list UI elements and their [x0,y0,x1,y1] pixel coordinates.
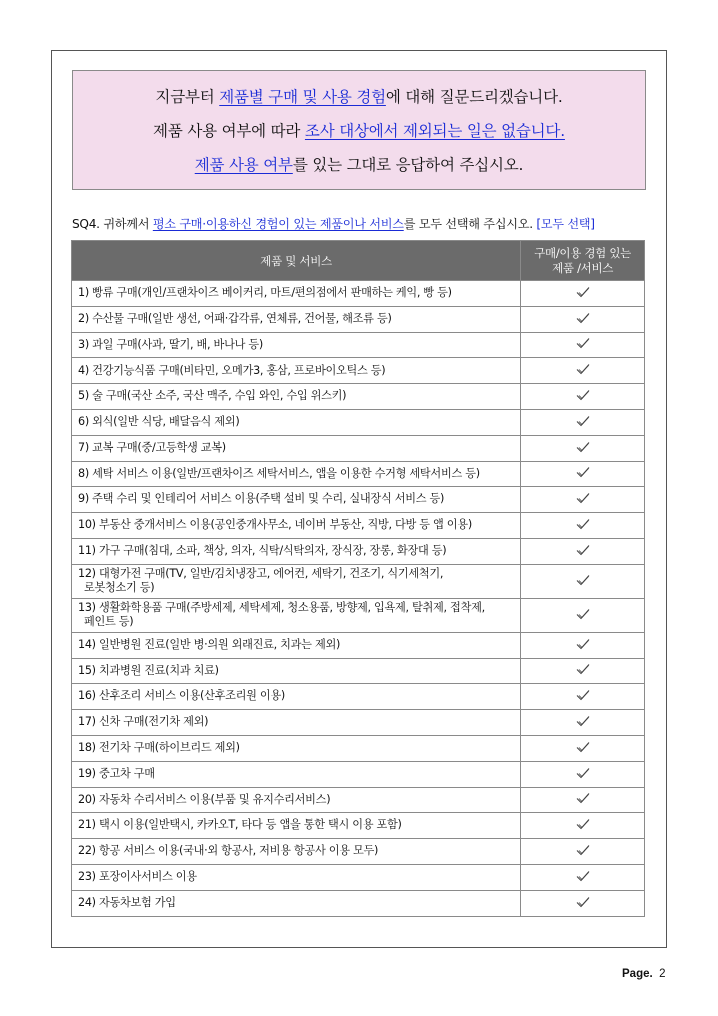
row-checkbox-cell[interactable] [521,487,645,513]
notice-line-2 [153,119,565,141]
question-text [72,215,652,232]
row-item [72,839,521,865]
checkmark-icon[interactable] [576,792,590,804]
row-checkbox-cell[interactable] [521,735,645,761]
row-label: 11) 가구 구매(침대, 소파, 책상, 의자, 식탁/식탁의자, 장식장, 장롱, 화장대 등) [78,544,447,558]
row-label: 24) 자동차보험 가입 [78,895,176,909]
row-checkbox-cell[interactable] [521,538,645,564]
table-row [72,409,645,435]
row-item [72,487,521,513]
row-checkbox-cell[interactable] [521,409,645,435]
notice-line-1-pre: 지금부터 [155,88,220,106]
row-checkbox-cell[interactable] [521,564,645,598]
table-row [72,487,645,513]
checkmark-icon[interactable] [576,741,590,753]
row-checkbox-cell[interactable] [521,787,645,813]
row-checkbox-cell[interactable] [521,813,645,839]
row-item [72,332,521,358]
question-tag: [모두 선택] [536,217,595,231]
row-label: 18) 전기차 구매(하이브리드 제외) [78,741,240,755]
checkmark-icon[interactable] [576,337,590,349]
row-item [72,735,521,761]
row-item [72,435,521,461]
checkmark-icon[interactable] [576,492,590,504]
header-check [521,241,645,281]
row-checkbox-cell[interactable] [521,684,645,710]
checkmark-icon[interactable] [576,574,590,586]
page-number [622,968,665,980]
table-row [72,332,645,358]
row-checkbox-cell[interactable] [521,864,645,890]
checkmark-icon[interactable] [576,608,590,620]
checkmark-icon[interactable] [576,638,590,650]
checkmark-icon[interactable] [576,767,590,779]
row-label: 3) 과일 구매(사과, 딸기, 배, 바나나 등) [78,337,263,351]
row-item [72,281,521,307]
table-row [72,787,645,813]
row-label: 20) 자동차 수리서비스 이용(부품 및 유지수리서비스) [78,792,331,806]
notice-line-3 [195,153,524,175]
checkmark-icon[interactable] [576,415,590,427]
row-checkbox-cell[interactable] [521,598,645,632]
row-item [72,598,521,632]
table-row [72,281,645,307]
notice-line-3-post: 를 있는 그대로 응답하여 주십시오. [292,156,524,174]
checkmark-icon[interactable] [576,286,590,298]
checkmark-icon[interactable] [576,363,590,375]
row-label: 1) 빵류 구매(개인/프랜차이즈 베이커리, 마트/편의점에서 판매하는 케익, 빵 등) [78,286,452,300]
checkmark-icon[interactable] [576,870,590,882]
row-item [72,761,521,787]
row-label: 21) 택시 이용(일반택시, 카카오T, 타다 등 앱을 통한 택시 이용 포함) [78,818,402,832]
table-row [72,735,645,761]
row-item [72,409,521,435]
row-checkbox-cell[interactable] [521,358,645,384]
question-suffix: 를 모두 선택해 주십시오. [403,217,537,231]
row-checkbox-cell[interactable] [521,384,645,410]
row-item [72,890,521,916]
row-label: 10) 부동산 중개서비스 이용(공인중개사무소, 네이버 부동산, 직방, 다방 등 앱 이용) [78,518,472,532]
row-label-cont: 로봇청소기 등) [84,581,155,595]
notice-line-2-highlight: 조사 대상에서 제외되는 일은 없습니다. [304,122,565,140]
row-item [72,564,521,598]
row-label: 15) 치과병원 진료(치과 치료) [78,663,219,677]
row-item [72,632,521,658]
table-row [72,864,645,890]
row-checkbox-cell[interactable] [521,658,645,684]
row-item [72,864,521,890]
row-label: 5) 술 구매(국산 소주, 국산 맥주, 수입 와인, 수입 위스키) [78,389,347,403]
row-label: 14) 일반병원 진료(일반 병·의원 외래진료, 치과는 제외) [78,637,341,651]
table-row [72,461,645,487]
notice-line-1-highlight: 제품별 구매 및 사용 경험 [219,88,386,106]
row-label: 13) 생활화학용품 구매(주방세제, 세탁세제, 청소용품, 방향제, 입욕제, 탈취제, 접착제, [78,600,485,614]
table-row [72,813,645,839]
table-row [72,761,645,787]
checkmark-icon[interactable] [576,544,590,556]
row-label: 9) 주택 수리 및 인테리어 서비스 이용(주택 설비 및 수리, 실내장식 서비스 등) [78,492,445,506]
row-checkbox-cell[interactable] [521,332,645,358]
row-label: 23) 포장이사서비스 이용 [78,870,197,884]
row-label: 8) 세탁 서비스 이용(일반/프랜차이즈 세탁서비스, 앱을 이용한 수거형 세탁서비스 등) [78,466,480,480]
table-row [72,513,645,539]
row-checkbox-cell[interactable] [521,632,645,658]
table-row [72,306,645,332]
table-row [72,710,645,736]
row-label: 6) 외식(일반 식당, 배달음식 제외) [78,415,240,429]
row-checkbox-cell[interactable] [521,839,645,865]
row-item [72,658,521,684]
table-row [72,684,645,710]
row-item [72,538,521,564]
row-checkbox-cell[interactable] [521,461,645,487]
checkmark-icon[interactable] [576,715,590,727]
notice-box [72,70,646,190]
table-row [72,435,645,461]
row-item [72,710,521,736]
table-header-row [72,241,645,281]
checkmark-icon[interactable] [576,518,590,530]
table-row [72,358,645,384]
row-label-cont: 페인트 등) [84,615,134,629]
row-label: 7) 교복 구매(중/고등학생 교복) [78,440,226,454]
table-row [72,598,645,632]
header-check-line-1: 구매/이용 경험 있는 [534,246,631,261]
row-item [72,684,521,710]
notice-line-1 [155,85,562,107]
row-checkbox-cell[interactable] [521,513,645,539]
row-item [72,358,521,384]
row-checkbox-cell[interactable] [521,435,645,461]
page-number-value: 2 [659,968,666,980]
header-check-line-2: 제품 /서비스 [552,260,614,275]
row-label: 17) 신차 구매(전기차 제외) [78,715,209,729]
notice-line-3-highlight: 제품 사용 여부 [194,156,293,174]
table-row [72,538,645,564]
checkmark-icon[interactable] [576,818,590,830]
checkmark-icon[interactable] [576,844,590,856]
row-label: 12) 대형가전 구매(TV, 일반/김치냉장고, 에어컨, 세탁기, 건조기, 식기세척기, [78,566,444,580]
row-checkbox-cell[interactable] [521,281,645,307]
product-service-table [71,240,645,917]
table-row [72,384,645,410]
table-row [72,564,645,598]
checkmark-icon[interactable] [576,466,590,478]
row-label: 16) 산후조리 서비스 이용(산후조리원 이용) [78,689,285,703]
page-label: Page. [622,968,653,980]
row-item [72,513,521,539]
checkmark-icon[interactable] [576,689,590,701]
header-item: 제품 및 서비스 [72,241,521,281]
notice-line-1-post: 에 대해 질문드리겠습니다. [385,88,563,106]
checkmark-icon[interactable] [576,896,590,908]
row-item [72,813,521,839]
checkmark-icon[interactable] [576,663,590,675]
row-checkbox-cell[interactable] [521,890,645,916]
row-label: 2) 수산물 구매(일반 생선, 어패·갑각류, 연체류, 건어물, 해조류 등) [78,311,392,325]
row-checkbox-cell[interactable] [521,761,645,787]
row-item [72,384,521,410]
row-label: 4) 건강기능식품 구매(비타민, 오메가3, 홍삼, 프로바이오틱스 등) [78,363,386,377]
question-highlight: 평소 구매·이용하신 경험이 있는 제품이나 서비스 [152,217,404,231]
table-row [72,890,645,916]
table-row [72,839,645,865]
notice-line-2-pre: 제품 사용 여부에 따라 [153,122,305,140]
row-checkbox-cell[interactable] [521,306,645,332]
table-row [72,658,645,684]
row-item [72,787,521,813]
checkmark-icon[interactable] [576,312,590,324]
question-prefix: SQ4. 귀하께서 [72,217,153,231]
row-checkbox-cell[interactable] [521,710,645,736]
checkmark-icon[interactable] [576,389,590,401]
row-item [72,461,521,487]
row-label: 22) 항공 서비스 이용(국내·외 항공사, 저비용 항공사 이용 모두) [78,844,379,858]
table-row [72,632,645,658]
row-item [72,306,521,332]
checkmark-icon[interactable] [576,441,590,453]
row-label: 19) 중고차 구매 [78,766,155,780]
